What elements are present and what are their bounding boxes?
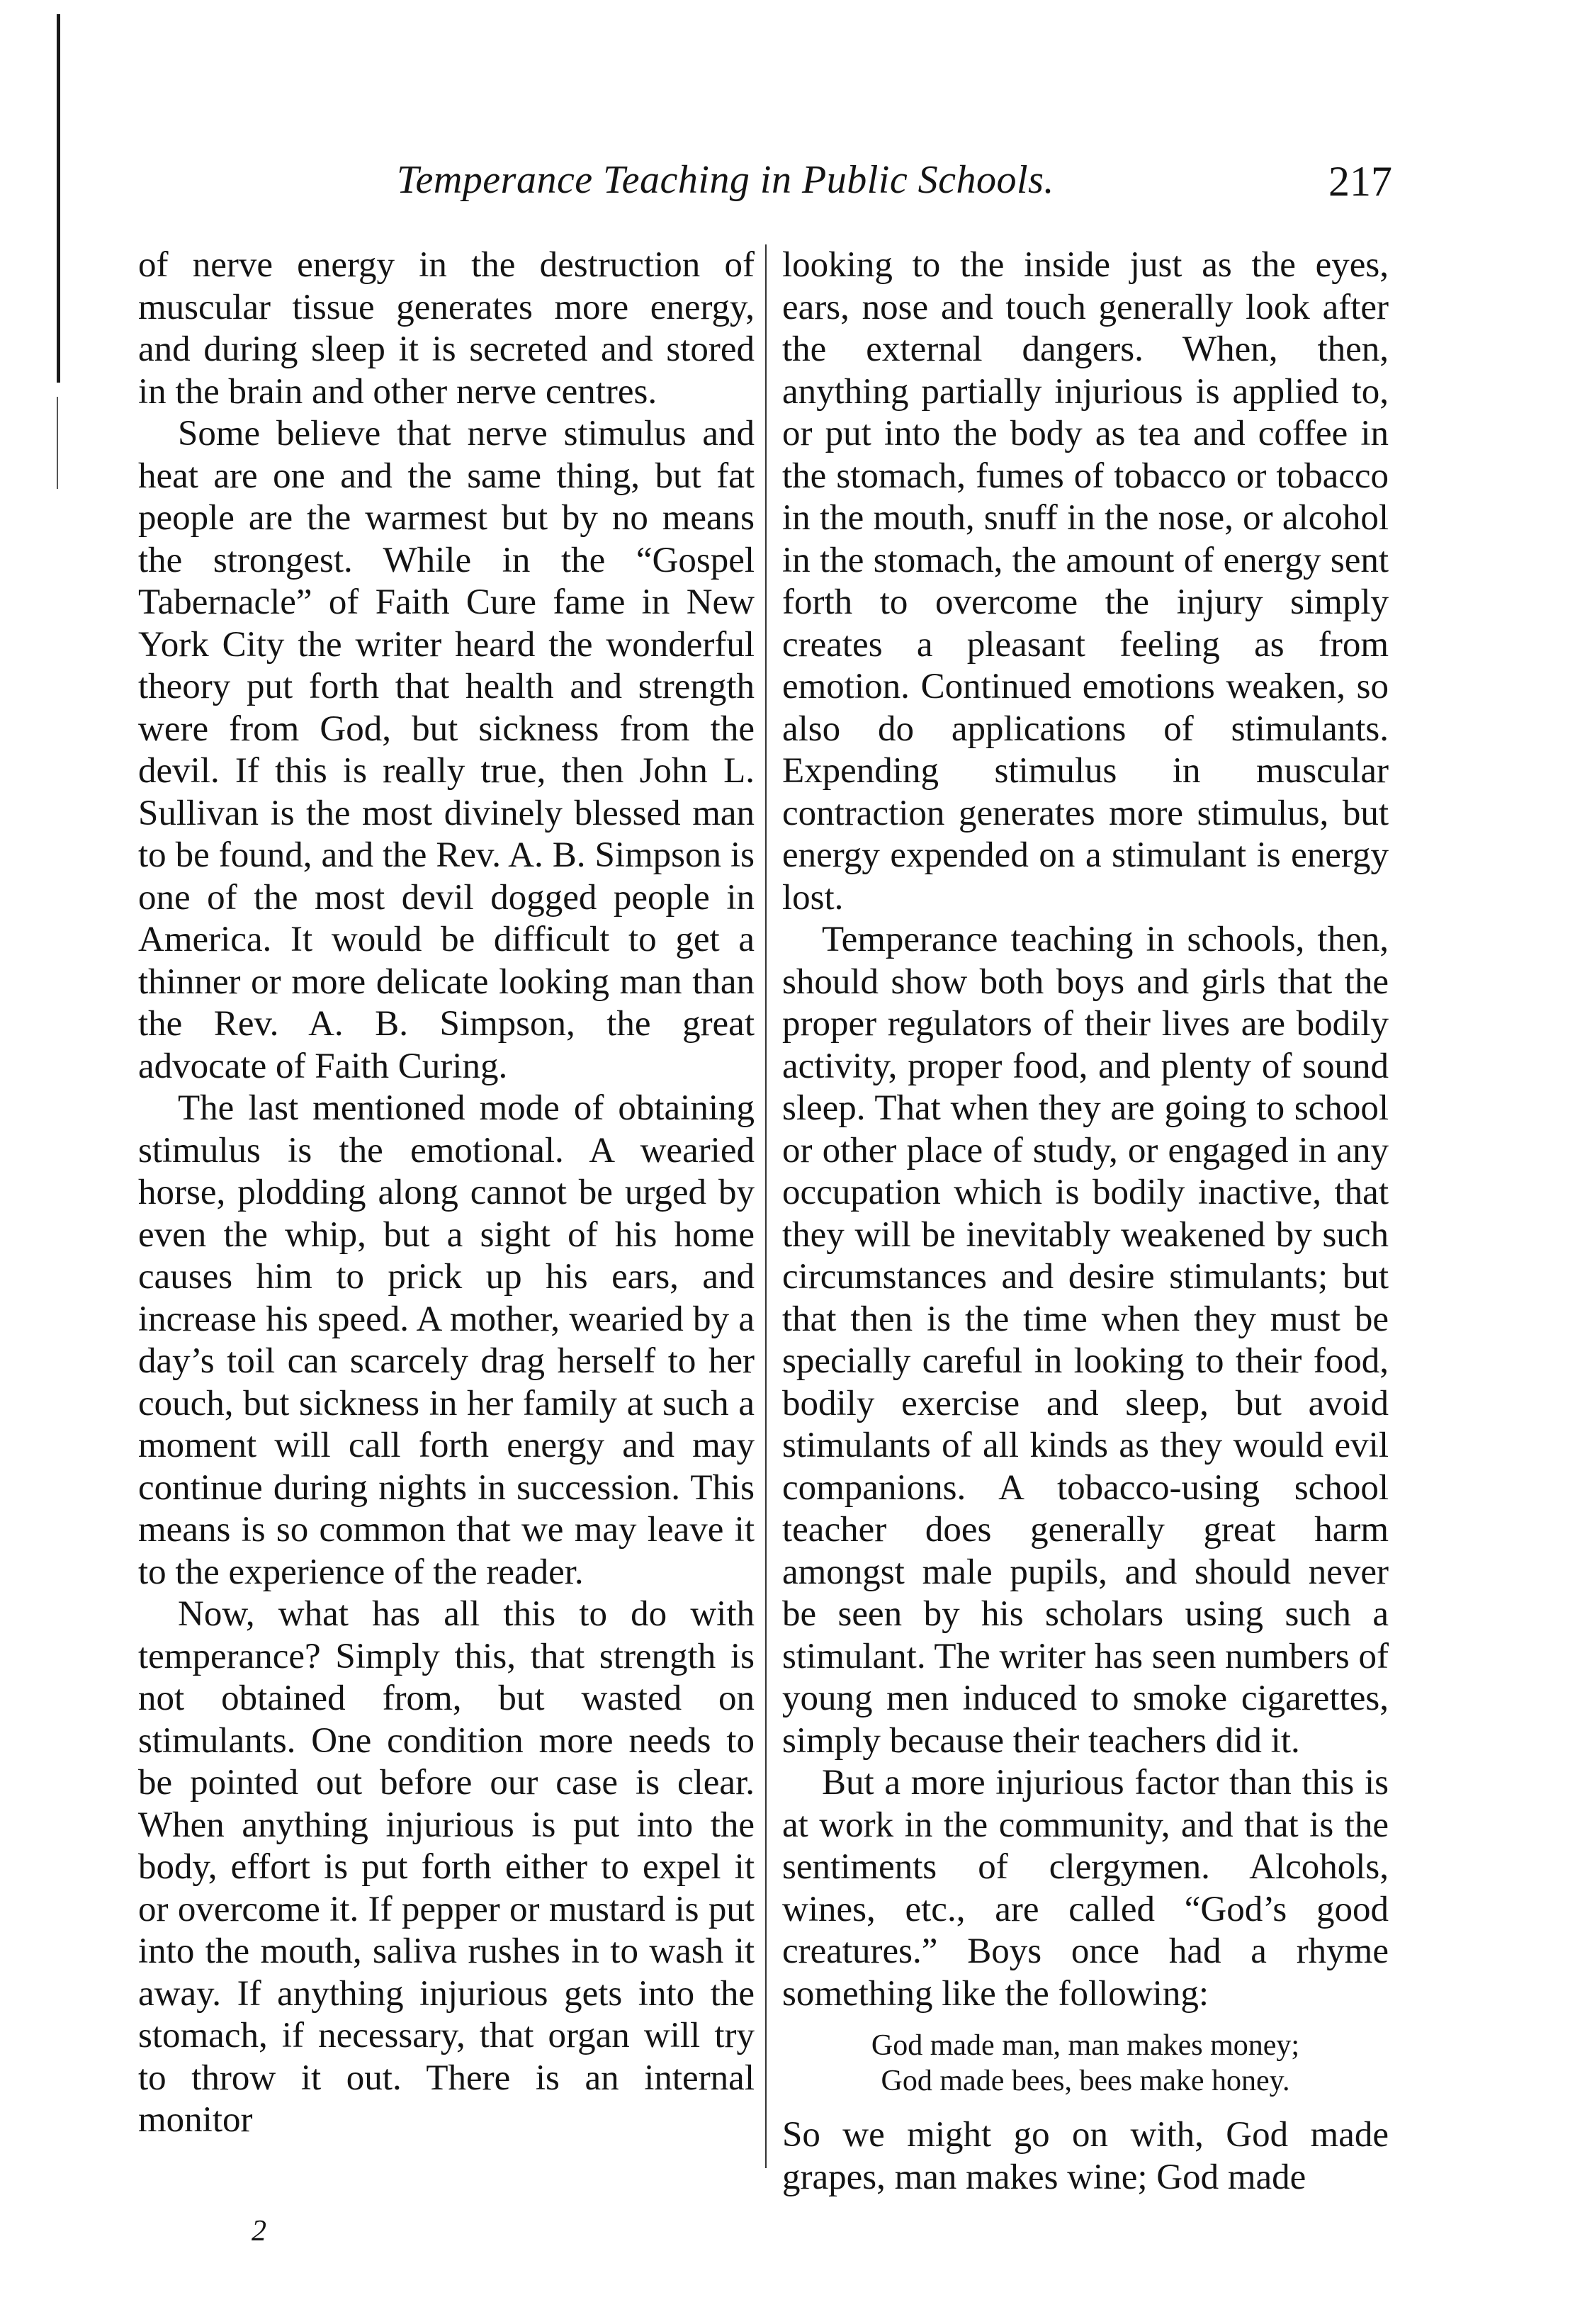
running-title: Temperance Teaching in Public Schools. — [397, 158, 1054, 202]
right-column — [782, 244, 1389, 2207]
running-head — [397, 157, 1392, 214]
paragraph: Temperance teaching in schools, then, should show both boys and girls that the proper regulators of their lives are bodily activity, proper food, and plenty of sound sleep. That when they are going to school or other place of study, or engaged in any occupation which is bodily inactive, that they will be inevitably weakened by such circumstances and desire stimulants; but that then is the time when they must be specially careful in looking to their food, bodily exercise and sleep, but avoid stimulants of all kinds as they would evil companions. A tobacco-using school teacher does generally great harm amongst male pupils, and should never be seen by his scholars using such a stimulant. The writer has seen numbers of young men induced to smoke cigarettes, simply because their teachers did it. — [782, 920, 1389, 1761]
signature-mark: 2 — [252, 2215, 266, 2247]
paragraph: of nerve energy in the destruction of muscular tissue generates more energy, and during sleep it is secreted and stored in the brain and other nerve centres. — [138, 245, 755, 412]
paragraph: Some believe that nerve stimulus and heat are one and the same thing, but fat people are the warmest but by no means the strongest. While in the “Gospel Tabernacle” of Faith Cure fame in New York City the writer heard the wonderful theory put forth that health and strength were from God, but sickness from the devil. If this is really true, then John L. Sullivan is the most divinely blessed man to be found, and the Rev. A. B. Simpson is one of the most devil dogged people in America. It would be difficult to get a thinner or more delicate looking man than the Rev. A. B. Simpson, the great advocate of Faith Curing. — [138, 414, 755, 1086]
paragraph: But a more injurious factor than this is at work in the community, and that is the sentiments of clergymen. Alcohols, wines, etc., are called “God’s good creatures.” Boys once had a rhyme something like the following: — [782, 1763, 1389, 2014]
paragraph: Now, what has all this to do with temperance? Simply this, that strength is not obtained from, but wasted on stimulants. One condition more needs to be pointed out before our case is clear. When anything injurious is put into the body, effort is put forth either to expel it or overcome it. If pepper or mustard is put into the mouth, saliva rushes in to wash it away. If anything injurious gets into the stomach, if necessary, that organ will try to throw it out. There is an internal monitor — [138, 1594, 755, 2140]
binding-edge-rule-lower — [57, 397, 58, 489]
page-number: 217 — [1328, 158, 1392, 205]
verse-quote — [782, 2028, 1389, 2099]
paragraph: The last mentioned mode of obtaining stimulus is the emotional. A wearied horse, plodding along cannot be urged by even the whip, but a sight of his home causes him to prick up his ears, and increase his speed. A mother, wearied by a day’s toil can scarcely drag herself to her couch, but sickness in her family at such a moment will call forth energy and may continue during nights in succession. This means is so common that we may leave it to the experience of the reader. — [138, 1088, 755, 1592]
binding-edge-rule — [57, 14, 60, 383]
left-column — [138, 244, 755, 2207]
column-divider — [765, 244, 767, 2168]
verse-line: God made man, man makes money; — [871, 2029, 1300, 2062]
paragraph: looking to the inside just as the eyes, ears, nose and touch generally look after the external dangers. When, then, anything partially injurious is applied to, or put into the body as tea and coffee in the stomach, fumes of tobacco or tobacco in the mouth, snuff in the nose, or alcohol in the stomach, the amount of energy sent forth to overcome the injury simply creates a pleasant feeling as from emotion. Continued emotions weaken, so also do applications of stimulants. Expending stimulus in muscular contraction generates more stimulus, but energy expended on a stimulant is energy lost. — [782, 245, 1389, 918]
paragraph: So we might go on with, God made grapes, man makes wine; God made — [782, 2115, 1389, 2197]
verse-line: God made bees, bees make honey. — [881, 2065, 1290, 2097]
